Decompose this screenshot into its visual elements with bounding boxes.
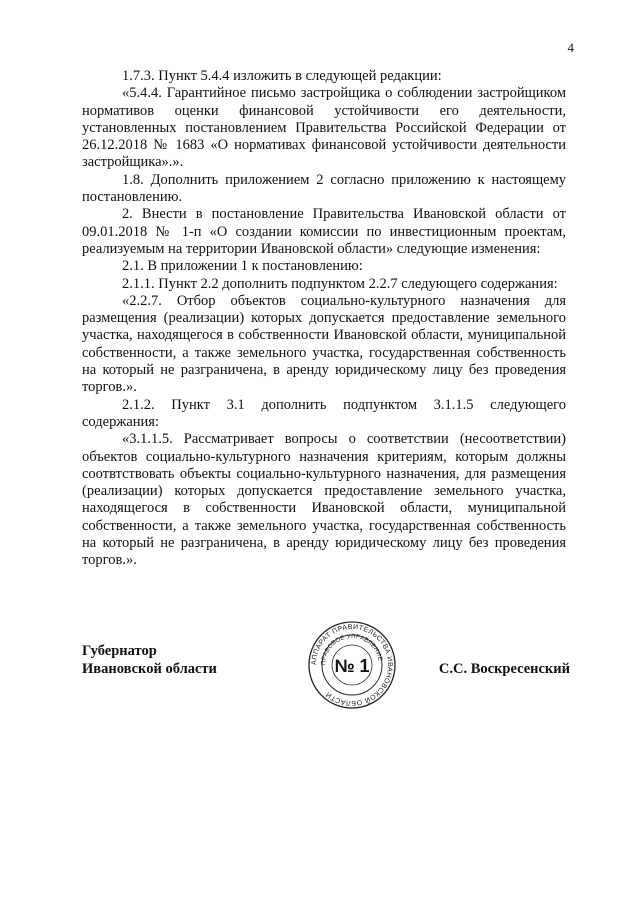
paragraph-1-7-3: 1.7.3. Пункт 5.4.4 изложить в следующей редакции: <box>122 68 442 84</box>
paragraph-5-4-4: «5.4.4. Гарантийное письмо застройщика о соблюдении застройщиком нормативов оценки финансовой устойчивости его деятельности, установленных постановлением Правительства Российской Федерации от 26.12.2018 № 1683 «О нормативах финансовой устойчивости деятельности застройщика».». <box>82 85 566 171</box>
official-seal-stamp <box>297 620 407 710</box>
paragraph-2-1-1: 2.1.1. Пункт 2.2 дополнить подпунктом 2.2.7 следующего содержания: <box>122 275 558 292</box>
paragraph-2-1-2: 2.1.2. Пункт 3.1 дополнить подпунктом 3.1.1.5 следующего содержания: <box>82 396 566 430</box>
signatory-position-line1: Губернатор <box>82 643 157 659</box>
signatory-position <box>82 642 217 678</box>
seal-inner-text: ПРАВОВОЕ УПРАВЛЕНИЕ <box>320 633 383 666</box>
document-body <box>82 68 566 570</box>
signatory-position-line2: Ивановской области <box>82 661 217 677</box>
paragraph-1-8: 1.8. Дополнить приложением 2 согласно приложению к настоящему постановлению. <box>82 171 566 206</box>
signature-block <box>82 620 570 710</box>
paragraph-3-1-1-5: «3.1.1.5. Рассматривает вопросы о соответствии (несоответствии) объектов социально-культурного назначения критериям, которым должны соотвтствовать объекты социально-культурного назначения, для размещения (реализации) которых допускается предоставление земельного участка, находящегося в собственности Ивановской области, муниципальной собственности, а также земельного участка, государственная собственность на который не разграничена, в аренду юридическому лицу без проведения торгов.». <box>82 431 566 569</box>
signatory-name: С.С. Воскресенский <box>438 661 570 677</box>
seal-ring-text: АППАРАТ ПРАВИТЕЛЬСТВА ИВАНОВСКОЙ ОБЛАСТИ <box>310 623 394 707</box>
paragraph-2-1: 2.1. В приложении 1 к постановлению: <box>122 258 363 275</box>
paragraph-2-2-7: «2.2.7. Отбор объектов социально-культурного назначения для размещения (реализации) которых допускается предоставление земельного участка, находящегося в собственности Ивановской области, муниципальной собственности, а также земельного участка, государственная собственность на который не разграничена, в аренду юридическому лицу без проведения торгов.». <box>82 292 566 396</box>
page-number: 4 <box>567 40 574 55</box>
paragraph-2: 2. Внести в постановление Правительства Ивановской области от 09.01.2018 № 1-п «О создании комиссии по инвестиционным проектам, реализуемым на территории Ивановской области» следующие изменения: <box>82 206 566 257</box>
seal-number: № 1 <box>334 656 370 676</box>
